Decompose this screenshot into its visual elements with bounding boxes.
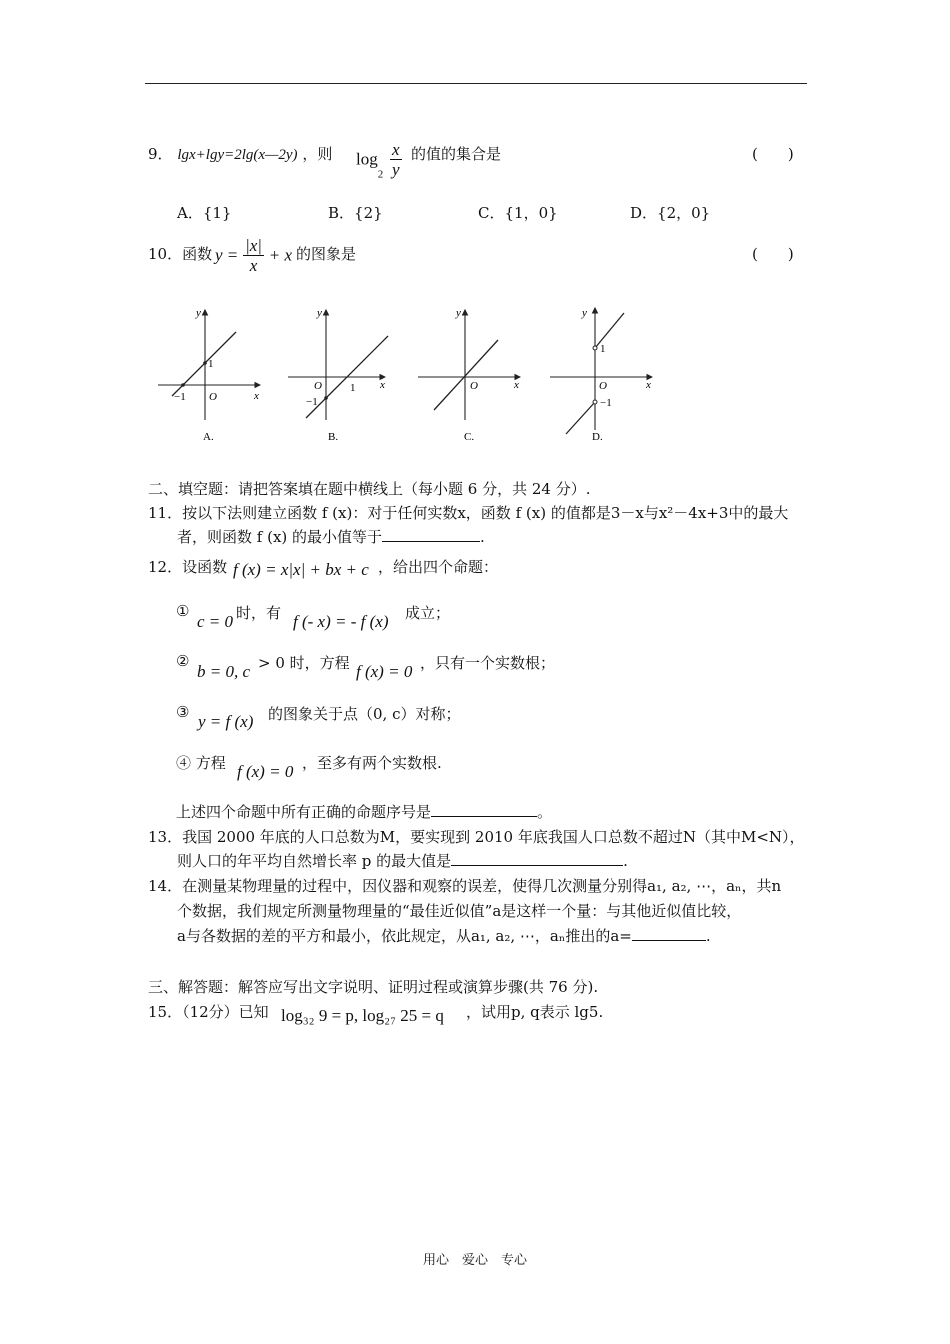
- q9-fraction: [390, 140, 402, 179]
- q11-line2-text: 者，则函数 f (x) 的最小值等于: [177, 528, 383, 546]
- q10-frac-num: |x|: [245, 236, 262, 255]
- graph-b-tick-neg: −1: [306, 396, 318, 408]
- q12-function: f (x) = x|x| + bx + c: [233, 560, 369, 579]
- q12-p1-mid: 时，有: [236, 604, 282, 622]
- q9-answer-paren: ( ): [752, 145, 794, 163]
- q14-line2: 个数据，我们规定所测量物理量的“最佳近似值”a是这样一个量：与其他近似值比较，: [177, 902, 742, 920]
- graph-c-origin: O: [470, 380, 478, 392]
- q10-answer-paren: ( ): [752, 245, 794, 263]
- q12-intro-tail: ，给出四个命题：: [378, 558, 499, 576]
- q12-p3-mark: ③: [176, 703, 190, 721]
- q13-line2-text: 则人口的年平均自然增长率 p 的最大值是: [177, 852, 452, 870]
- q9-log-base: 2: [377, 168, 384, 181]
- q9-frac-den: y: [392, 160, 400, 179]
- graph-d-y-label: y: [582, 307, 587, 319]
- q10-plus-x: + x: [268, 245, 293, 265]
- q10-y-eq: y =: [215, 245, 239, 265]
- q9-option-a: A．{1}: [177, 204, 232, 222]
- q10-graph-a: [150, 300, 270, 450]
- q12-conclusion: [176, 801, 552, 822]
- graph-c-y-label: y: [456, 307, 461, 319]
- section-2-title: 二、填空题：请把答案填在题中横线上（每小题 6 分，共 24 分）.: [148, 480, 591, 498]
- graph-d-open-point-upper: [593, 346, 597, 350]
- q15-tail: ，试用p, q表示 lg5.: [466, 1003, 604, 1021]
- q15-prefix: 15．（12分）已知: [148, 1003, 269, 1021]
- q12-p3-eq: y = f (x): [198, 712, 254, 731]
- q10-graph-c: [412, 300, 532, 450]
- q13-line2: [177, 850, 628, 871]
- section-3-title: 三、解答题：解答应写出文字说明、证明过程或演算步骤(共 76 分).: [148, 978, 599, 996]
- graph-a-point: [203, 361, 207, 365]
- graph-b-label: B.: [328, 431, 339, 443]
- q12-p4-mark: ④ 方程: [176, 754, 226, 772]
- q14-line1: 14．在测量某物理量的过程中，因仪器和观察的误差，使得几次测量分别得a₁, a₂, ⋯，aₙ，共n: [148, 877, 782, 895]
- graph-a-label: A.: [203, 431, 214, 443]
- q10-tail: 的图象是: [296, 245, 357, 263]
- graph-d-tick-neg: −1: [600, 397, 612, 409]
- q11-end: .: [480, 528, 485, 546]
- graph-d-origin: O: [599, 380, 607, 392]
- q9-condition: lgx+lgy=2lg(x—2y): [177, 147, 298, 163]
- graph-d-tick-pos: 1: [600, 343, 606, 355]
- q10-graph-d: [544, 300, 664, 450]
- q13-end: .: [623, 852, 628, 870]
- q12-p2-eq: f (x) = 0: [356, 662, 413, 681]
- graph-d-label: D.: [592, 431, 603, 443]
- q12-p1-mark: ①: [176, 602, 190, 620]
- graph-a-y-label: y: [196, 307, 201, 319]
- q10-graph-b: [280, 300, 400, 450]
- q9-number: 9．: [148, 145, 173, 163]
- graph-b-x-label: x: [380, 379, 385, 391]
- q10-fraction: [243, 236, 264, 275]
- graph-c-label: C.: [464, 431, 475, 443]
- graph-c-line: [434, 340, 498, 410]
- q12-p2-mid: > 0 时，方程: [258, 654, 350, 672]
- q14-line3: [177, 925, 711, 946]
- q9-log-expression: [356, 140, 402, 181]
- q9-frac-num: x: [392, 140, 400, 159]
- q11-line2: [177, 526, 485, 547]
- q12-p4-tail: ，至多有两个实数根.: [302, 754, 442, 772]
- q10-number: 10．函数: [148, 245, 213, 263]
- graph-a-x-label: x: [254, 390, 259, 402]
- graph-d-line-lower: [566, 402, 595, 434]
- q12-intro: [148, 556, 227, 577]
- q12-p1-eq: f (- x) = - f (x): [293, 612, 389, 631]
- q9-log: log: [356, 149, 378, 169]
- q11-answer-blank[interactable]: [382, 527, 480, 542]
- q12-p2-tail: ，只有一个实数根；: [420, 654, 556, 672]
- q12-conclusion-text: 上述四个命题中所有正确的命题序号是: [176, 803, 432, 821]
- graph-d-x-label: x: [646, 379, 651, 391]
- q13-line1: 13．我国 2000 年底的人口总数为M，要实现到 2010 年底我国人口总数不超过N（其中M<N），: [148, 828, 805, 846]
- q10-frac-den: x: [249, 256, 258, 275]
- q14-end: .: [705, 927, 711, 945]
- graph-b-y-label: y: [317, 307, 322, 319]
- q12-answer-blank[interactable]: [431, 802, 537, 817]
- graph-b-origin: O: [314, 380, 322, 392]
- graph-a-origin: O: [209, 391, 217, 403]
- graph-b-tick-pos: 1: [350, 382, 356, 394]
- q12-p4-eq: f (x) = 0: [237, 762, 294, 781]
- q12-intro-text: 12．设函数: [148, 558, 228, 576]
- q12-conclusion-end: 。: [537, 803, 553, 821]
- q9-then: ，则: [302, 145, 333, 163]
- graph-a-tick-neg: −1: [174, 391, 186, 403]
- q9-line: [148, 143, 332, 164]
- q13-answer-blank[interactable]: [451, 851, 623, 866]
- q12-p3-tail: 的图象关于点（0, c）对称；: [268, 705, 461, 723]
- q9-option-d: D．{2，0}: [630, 204, 711, 222]
- graph-b-point: [324, 396, 328, 400]
- q10-function: [215, 236, 292, 275]
- q11-line1: 11．按以下法则建立函数 f (x)：对于任何实数x，函数 f (x) 的值都是3－x与x²－4x+3中的最大: [148, 504, 789, 522]
- q14-line3-text: a与各数据的差的平方和最小，依此规定，从a₁, a₂, ⋯，aₙ推出的a=: [177, 927, 632, 945]
- q9-option-c: C．{1，0}: [478, 204, 558, 222]
- q12-p1-cond: c = 0: [197, 612, 234, 631]
- q9-tail: 的值的集合是: [411, 145, 502, 163]
- q12-p2-cond: b = 0, c: [197, 662, 251, 681]
- graph-d-open-point-lower: [593, 400, 597, 404]
- q12-p2-mark: ②: [176, 652, 190, 670]
- page-footer: 用心 爱心 专心: [422, 1253, 527, 1268]
- graph-c-x-label: x: [514, 379, 519, 391]
- q12-p1-tail: 成立；: [405, 604, 451, 622]
- q15-expression: log₃₂ 9 = p, log₂₇ 25 = q: [281, 1006, 444, 1025]
- q14-answer-blank[interactable]: [632, 926, 706, 941]
- graph-a-point-neg: [181, 383, 185, 387]
- graph-a-tick-pos: 1: [208, 358, 214, 370]
- header-rule: [145, 83, 807, 84]
- q9-option-b: B．{2}: [328, 204, 383, 222]
